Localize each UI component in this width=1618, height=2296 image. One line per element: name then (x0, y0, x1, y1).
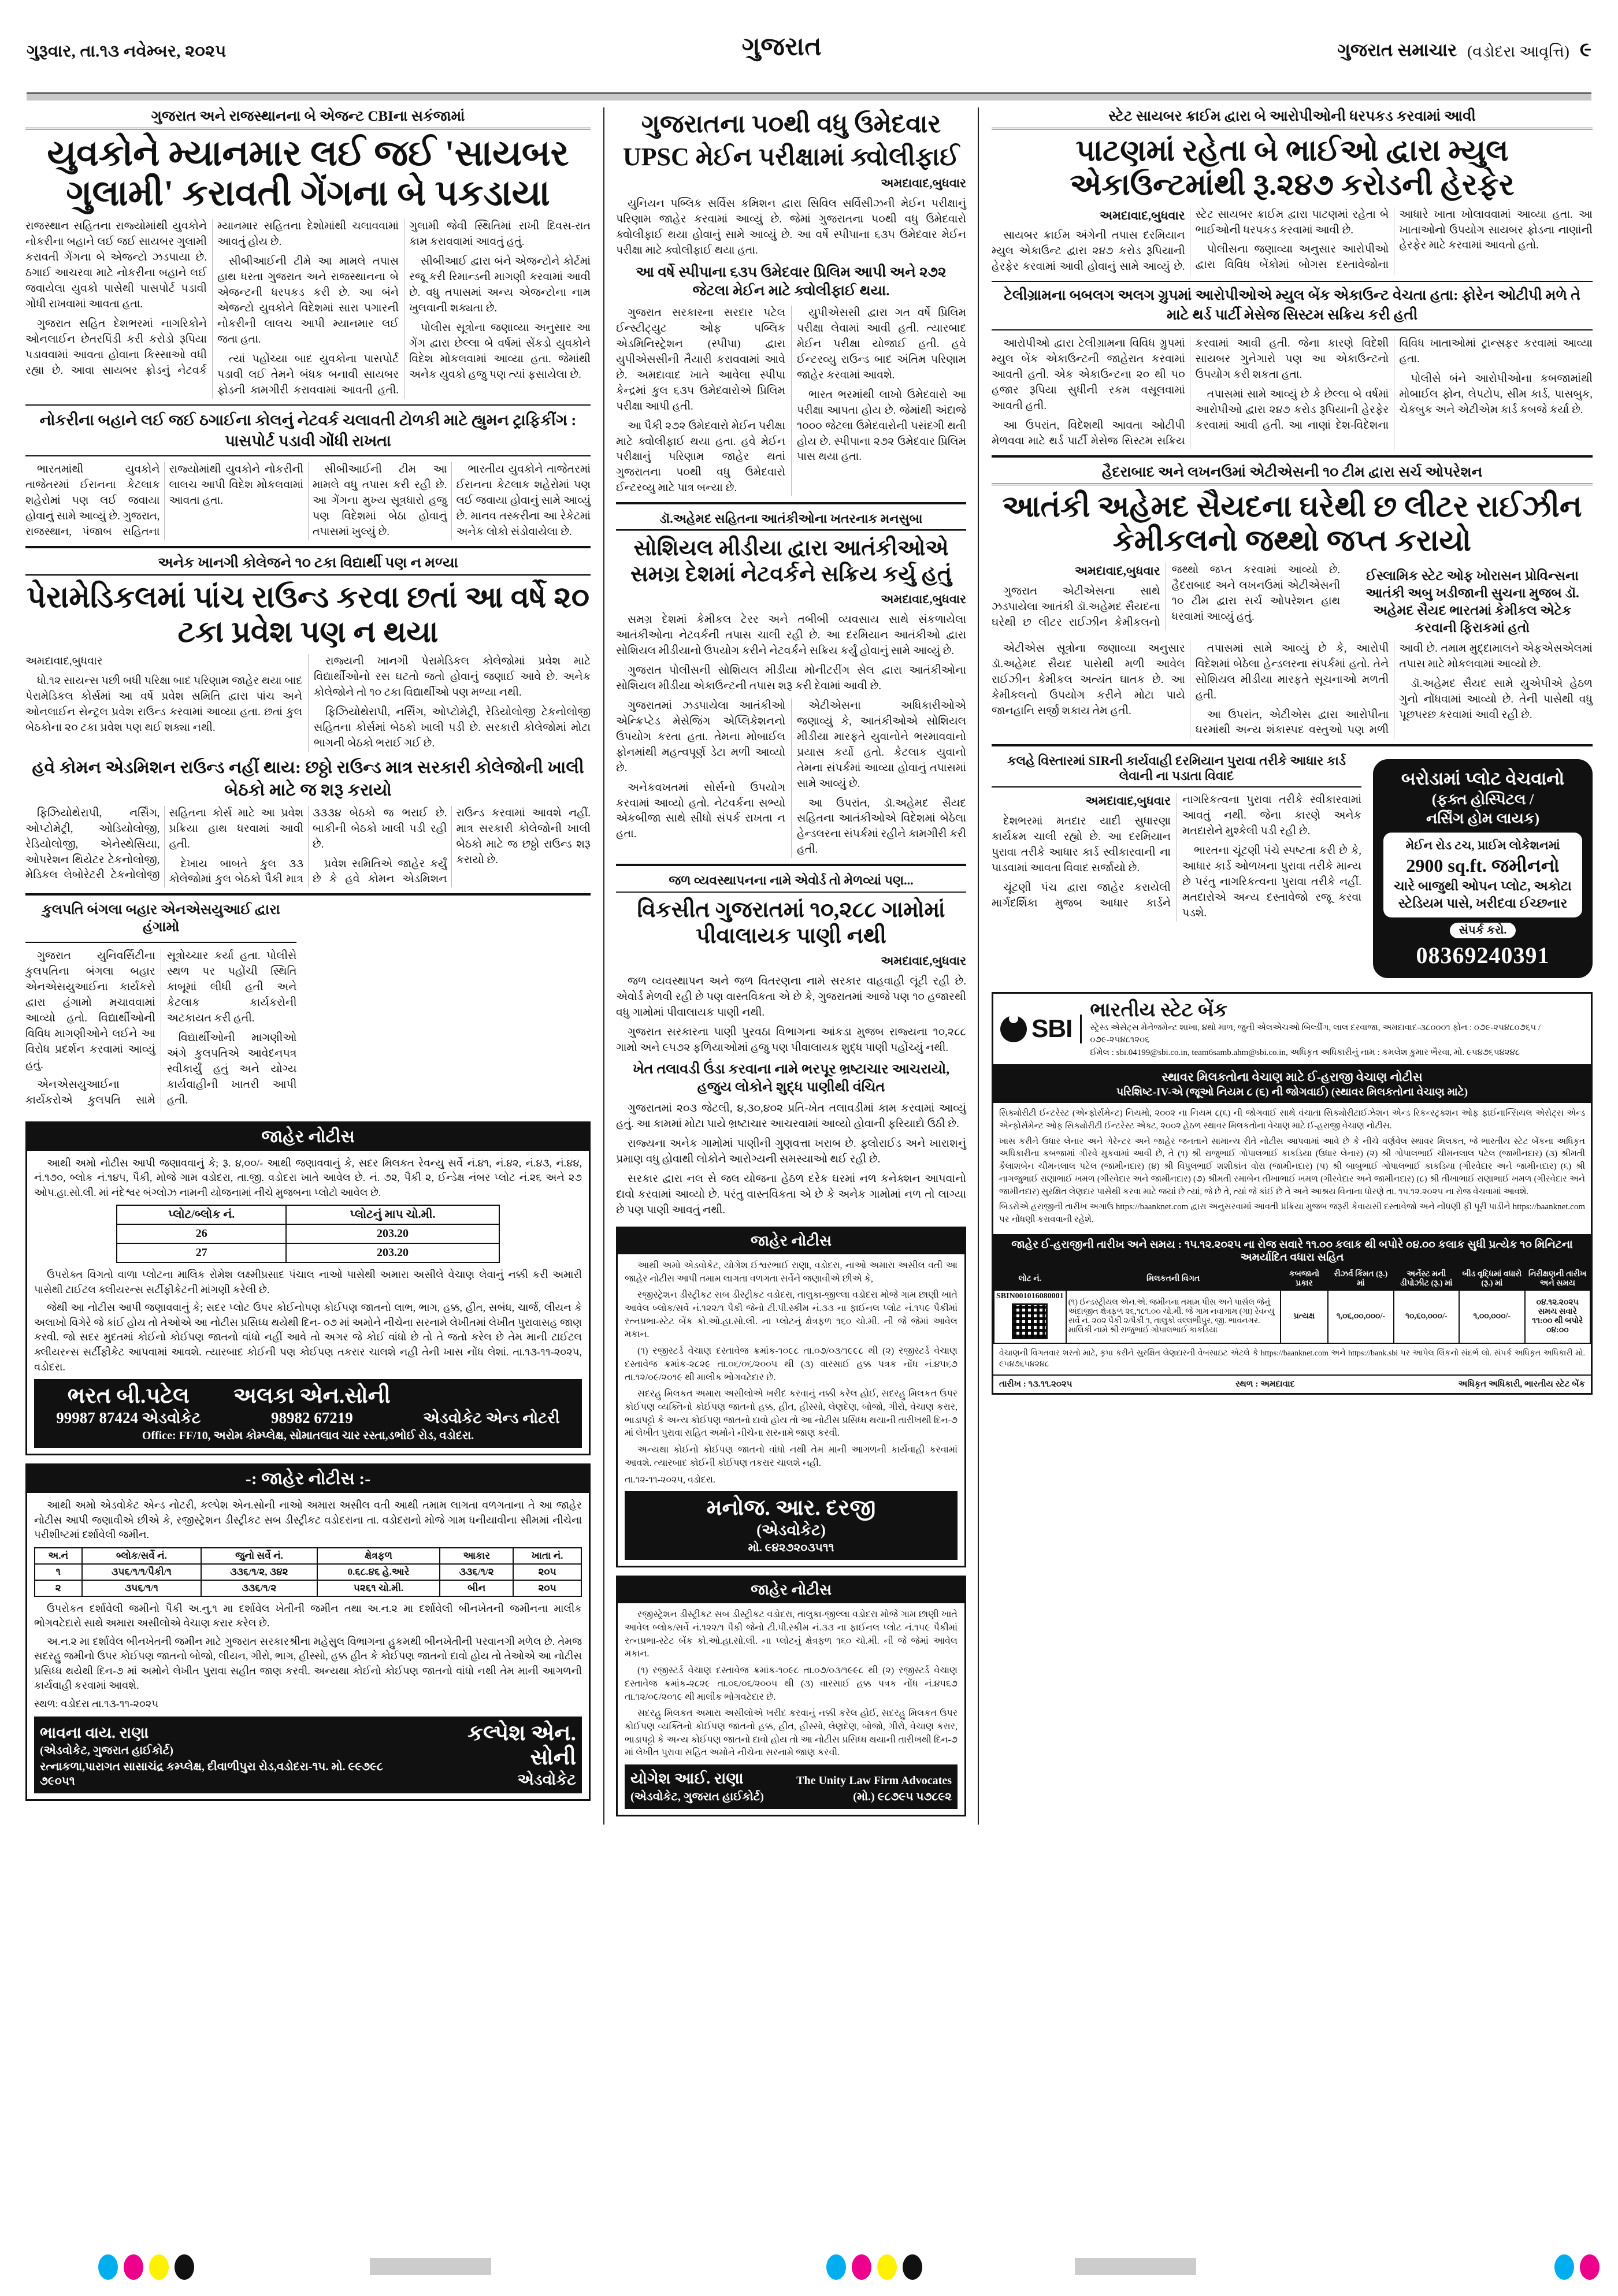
sbi-logo (1000, 1015, 1082, 1043)
notice-signature-block (34, 1379, 582, 1448)
dateline: રાજસ્થાન સહિતના રાજ્યોમાંથી યુવકોને નોકરીના બહાને લઈ જઈ સાયબર ગુલામી કરાવતી ગેંગના બે એજન્ટો ઝડપાયા છે. ઠગાઈ આચરવા માટે નોકરીના બહાને લઈ જવાયેલા યુવકો પાસેથી પાસપોર્ટ પડાવી ગોંધી રાખવામાં આવતા હતા. (25, 220, 207, 310)
magenta-dot (852, 2254, 871, 2280)
yellow-dot (877, 2254, 897, 2280)
dateline: અમદાવાદ,બુધવાર (1074, 564, 1160, 578)
col-header: અ.નં (35, 1548, 82, 1564)
kicker: ડૉ.અહેમદ સહિતના આતંકીઓના ખતરનાક મનસુબા (616, 510, 966, 531)
advocate-role: (એડવોકેટ, ગુજરાત હાઈકોર્ટ) (630, 1790, 764, 1803)
ad-phone-number[interactable]: 08369240391 (1416, 942, 1550, 968)
paragraph: ગુજરાત એટીએસના સાથે ઝડપાયેલા આતંકી ડૉ.અહેમદ સૈયદના ઘરેથી છ લીટર રાઈઝીન કેમીકલનો જથ્થો જપ્ત કરવામાં આવ્યો છે. હૈદરાબાદ અને લખનઉમાં એટીએસની ૧૦ ટીમ દ્વારા સર્ચ ઓપરેશન હાથ ધરવામાં આવ્યું હતું. (992, 564, 1341, 629)
sub-headline: ખેત તલાવડી ઉંડા કરવાના નામે ભરપૂર ભ્રષ્ટાચાર આચરાયો, હજુય લોકોને શુદ્ધ પાણીથી વંચિત (632, 1061, 950, 1095)
paragraph: ગુજરાત યુનિવર્સિટીના કુલપતિના બંગલા બહાર એનએસયુઆઈના કાર્યકરો દ્વારા હંગામો મચાવવામાં આવ્યો હતો. વિદ્યાર્થીઓની વિવિધ માગણીઓને લઈને આ વિરોધ પ્રદર્શન કરવામાં આવ્યું હતું. (25, 950, 155, 1072)
headline: પાટણમાં રહેતા બે ભાઈઓ દ્વારા મ્યુલ એકાઉન્ટમાંથી રૂ.૨૪૭ કરોડની હેરફેર (1070, 135, 1515, 202)
headline: વિકસીત ગુજરાતમાં ૧૦,૨૮૮ ગામોમાં પીવાલાયક પાણી નથી (637, 898, 945, 949)
notice-title: -: જાહેર નોટીસ :- (27, 1465, 589, 1493)
paragraph: ફિઝિયોથેરાપી, નર્સિંગ, ઓપ્ટોમેટ્રી, ઓડિયોલોજી, રેડિયોલોજી, એનેસ્થેસિયા, ઓપરેશન થિયેટર ટેકનોલોજી, મેડિકલ લેબોરેટરી ટેકનોલોજી સહિતના કોર્સ માટે આ પ્રવેશ પ્રક્રિયા હાથ ધરવામાં આવી હતી. (25, 807, 303, 882)
notice-place-date: સ્થળ: વડોદરા તા.૧૩-૧૧-૨૦૨૫ (34, 1697, 159, 1710)
paragraph: ગુજરાતમાં ૨૦૩ જેટલી, ૪,૩૦,૪૦૨ પ્રતિ-ખેત તલાવડીમાં કામ કરવામાં આવ્યું હતું. આ કામમાં મોટા પાયે ભ્રષ્ટાચાર આચરવામાં આવ્યો હોવાની ફરિયાદો ઉઠી છે. (616, 1102, 966, 1131)
black-dot (175, 2254, 194, 2280)
public-notice-2 (25, 1463, 591, 1801)
law-firm-name: The Unity Law Firm Advocates (796, 1774, 952, 1787)
paragraph: ઉપરોકત દર્શાવેલી જમીનો પૈકી અ.નુ.૧ મા દર્શાવેલ ખેતીની જમીન તથા અ.ન.૨ મા દર્શાવેલી બીનખેતની જમીનના માલીક ભોગવટેદારો સાથે અમારા અસીલોએ વેચાણ કરાર કરેલ છે. (34, 1602, 582, 1629)
col-header: પ્લોટ/બ્લોક નં. (117, 1205, 286, 1224)
col-header: મિલકતની વિગત (1066, 1268, 1281, 1290)
sub-kicker: ટેલીગ્રામના બબલગ અલગ ગ્રુપમાં આરોપીઓએ મ્યુલ બેંક એકાઉન્ટ વેચતા હતા: ફોરેન ઓટીપી મળે તે માટે થર્ડ પાર્ટી મેસેજ સિસ્ટમ સક્રિય કરી હતી (992, 281, 1593, 330)
lot-number (994, 1290, 1066, 1343)
paragraph: ગુજરાત સહિત દેશભરમાં નાગરિકોને ઓનલાઈન છેતરપિંડી કરી કરોડો રૂપિયા પડાવવામાં આવતા હોવાના કિસ્સાઓ વધી રહ્યા છે. આવા સાયબર ફ્રોડનું નેટવર્ક મ્યાનમાર સહિતના દેશોમાંથી ચલાવવામાં આવતું હોય છે. (25, 220, 399, 377)
auction-datetime: જાહેર ઈ-હરાજીની તારીખ અને સમય : ૧૫.૧૨.૨૦૨૫ ના રોજ સવારે ૧૧.૦૦ કલાક થી બપોરે ૦૪.૦૦ કલાક સુધી પ્રત્યેક ૧૦ મિનિટના અમર્યાદિત વધારા સહિત (993, 1235, 1591, 1268)
table-row (117, 1243, 499, 1262)
auction-annexure: પરિશિષ્ટ-IV-એ (જૂઓ નિયમ ૮ (૬) ની જોગવાઈ) (સ્થાવર મિલકતોના વેચાણ માટે) (1116, 1086, 1468, 1099)
paragraph: ભારત ભરમાંથી લાખો ઉમેદવારો આ પરીક્ષા આપતા હોય છે. જેમાંથી અંદાજે ૧૦૦૦ જેટલા ઉમેદવારોની પસંદગી થતી હોય છે. સ્પીપાના ૨૭૨ ઉમેદવાર પ્રિલિમ પાસ થયા હતા. (797, 388, 966, 463)
paragraph: તપાસમાં સામે આવ્યું છે કે છેલ્લા બે વર્ષમાં આરોપીઓ દ્વારા ૨૪૭ કરોડ રૂપિયાની હેરફેર કરવામાં આવી હતી. આ નાણાં દેશ-વિદેશના વિવિધ ખાતાઓમાં ટ્રાન્સફર કરવામાં આવ્યા હતા. (1195, 337, 1593, 432)
col-header: નિરીક્ષણની તારીખ અને સમય (1525, 1268, 1590, 1290)
masthead-rule (27, 92, 1591, 101)
ad-title: બરોડામાં પ્લોટ વેચવાનો (1401, 768, 1565, 789)
col-header: કબજાનો પ્રકાર (1281, 1268, 1328, 1290)
divider (25, 546, 591, 548)
sir-and-ad-row (992, 752, 1593, 984)
authorised-officer: અધિકૃત અધિકારી, ભારતીય સ્ટેટ બેંક (1458, 1379, 1585, 1389)
notice-title: જાહેર નોટીસ (618, 1577, 964, 1603)
paragraph: સીબીઆઈની ટીમે આ મામલે તપાસ હાથ ધરતા ગુજરાત અને રાજસ્થાનના બે એજન્ટની ધરપકડ કરી છે. આ બંને એજન્ટો યુવકોને વિદેશમાં સારા પગારની નોકરીની લાલચ આપી મ્યાનમાર લઈ જતા હતા. (217, 255, 399, 345)
table-row (35, 1564, 581, 1580)
headline: સોશિયલ મીડીયા દ્વારા આતંકીઓએ સમગ્ર દેશમાં નેટવર્કને સક્રિય કર્યુ હતું (630, 536, 952, 587)
lot-id: SBIN001016080001 (996, 1291, 1064, 1301)
notice-date: તારીખ : ૧૩.૧૧.૨૦૨૫ (999, 1379, 1073, 1389)
kicker: સ્ટેટ સાયબર ક્રાઈમ દ્વારા બે આરોપીઓની ધરપકડ કરવામાં આવી (992, 107, 1593, 129)
divider (992, 744, 1593, 746)
paragraph: રાજ્યના અનેક ગામોમાં પાણીની ગુણવત્તા ખરાબ છે. ફ્લોરાઈડ અને ખારાશનું પ્રમાણ વધુ હોવાથી લોકોને આરોગ્યની સમસ્યાઓ થઈ રહી છે. (616, 1138, 966, 1165)
ad-area: 2900 sq.ft. જમીનનો (1406, 855, 1560, 876)
paragraph: ભારતના ચૂંટણી પંચે સ્પષ્ટતા કરી છે કે, આધાર કાર્ડ ઓળખના પુરાવા તરીકે માન્ય છે પરંતુ નાગરિકત્વના પુરાવા તરીકે નહીં. મતદારોએ અન્ય દસ્તાવેજો રજૂ કરવા પડશે. (1182, 845, 1361, 920)
emd-amount: ૧૦,૬૦,૦૦૦/- (1394, 1290, 1459, 1343)
col-header: બ્લોક/સર્વે નં. (82, 1548, 202, 1564)
paragraph: સમગ્ર દેશમાં કેમીકલ ટેરર અને તબીબી વ્યવસાય સાથે સંકળાયેલા આતંકીઓના નેટવર્કની તપાસ ચાલી રહી છે. આ દરમિયાન આતંકીઓ દ્વારા સોશિયલ મીડીયાનો ઉપયોગ કરીને નેટવર્કને સક્રિય કર્યું હોવાનું સામે આવ્યું છે. (616, 613, 966, 657)
headline-top: ગુજરાતના ૫૦થી વધુ ઉમેદવાર (641, 110, 941, 138)
cell: ૩૩૬/૧/૨ (201, 1580, 317, 1596)
paragraph: આથી અમો એડવોકેટ, યોગેશ ઈશ્વરભાઈ રાણા, વડોદરા, નાઓ અમારા અસીલ વતી આ જાહેર નોટીસ આપી તમામ લાગતા વળગતા સર્વેને જણાવીએ છીએ કે, (625, 1260, 958, 1284)
public-notice-1 (25, 1121, 591, 1455)
qr-code[interactable] (1012, 1303, 1048, 1339)
cell: ૩૩૬/૧/૨ (440, 1564, 513, 1580)
cell: ૨ (35, 1580, 82, 1596)
advocate-name-right: કલ્પેશ એન. સોની (467, 1721, 576, 1770)
page-number: ૯ (1579, 39, 1591, 61)
paragraph: સરકાર દ્વારા નલ સે જલ યોજના હેઠળ દરેક ઘરમાં નળ કનેક્શન આપવાનો દાવો કરવામાં આવ્યો છે. પરંતુ વાસ્તવિકતા એ છે કે અનેક ગામોમાં નળ તો લાગ્યા છે પણ પાણી આવતું નથી. (616, 1172, 966, 1216)
paragraph: પોલીસના જણાવ્યા અનુસાર આરોપીઓ દ્વારા વિવિધ બેંકોમાં બોગસ દસ્તાવેજોના આધારે ખાતા ખોલાવવામાં આવ્યા હતા. આ ખાતાઓનો ઉપયોગ સાયબર ફ્રોડના નાણાંની હેરફેર માટે કરવામાં આવતો હતો. (1195, 208, 1593, 272)
cell: ૨૦૫ (513, 1564, 581, 1580)
notice-intro: આથી અમો નોટીસ આપી જણાવવાનું કે; રૂ. ૪,૦૦/- આથી જણાવવાનું કે, સદર મિલકત રેવન્યુ સર્વે નં.૪૧, નં.૪૨, નં.૪૩, નં.૪૪, નં.૧૭૦, બ્લોક નં.૧૪૫, પૈકી, મોજે ગામ વડોદરા, તા.જી. વડોદરા ખાતે આવેલ છે. નં. ૭૨, પૈકી ૨, ઈન્ડેક્ષ નંબર પ્લોટ નં.૨૬ અને ૨૭ ઓપ.હા.સો.લી. માં નંદેશ્વર બંગ્લોઝ નામની યોજનામાં નીચે મુજબના પ્લોટો આવેલ છે. (34, 1157, 582, 1198)
advocate-name: મનોજ. આર. દરજી (706, 1496, 876, 1521)
notice-signature-block (625, 1491, 958, 1560)
headline: યુવકોને મ્યાનમાર લઈ જઈ 'સાયબર ગુલામી' કરાવતી ગેંગના બે પકડાયા (47, 134, 569, 214)
paragraph: ગુજરાત સરકારના સરદાર પટેલ ઈન્સ્ટીટ્યુટ ઓફ પબ્લિક એડમિનિસ્ટ્રેશન (સ્પીપા) દ્વારા યુપીએસસીની તૈયારી કરાવવામાં આવે છે. અમદાવાદ ખાતે આવેલા સ્પીપા કેન્દ્રમાં કુલ ૬૩૫ ઉમેદવારોએ પ્રિલિમ પરીક્ષા આપી હતી. (616, 306, 785, 413)
sbi-keyhole-icon (1000, 1016, 1027, 1042)
paragraph: એનએસયુઆઈના કાર્યકરોએ કુલપતિ સામે સૂત્રોચ્ચાર કર્યા હતા. પોલીસે સ્થળ પર પહોંચી સ્થિતિ કાબૂમાં લીધી હતી અને કેટલાક કાર્યકરોની અટકાયત કરી હતી. (25, 950, 297, 1107)
paragraph: (૧) રજીસ્ટર્ડ વેચાણ દસ્તાવેજ ક્રમાંક-૧૦૯૮ તા.૦૭/૦૩/૧૯૯૮ થી (૨) રજીસ્ટર્ડ વેચાણ દસ્તાવેજ ક્રમાંક-૨૮૨૯ તા.૦૬/૦૬/૨૦૦૫ થી (૩) વારસાઈ હક્ક પત્રક નોંધ નં.૪૫૬૭ તા.૧૨/૦૯/૨૦૧૯ થી માલીક ભોગવટેદાર છે. (625, 1346, 958, 1383)
notice-title: જાહેર નોટીસ (618, 1228, 964, 1254)
dateline: અમદાવાદ,બુધવાર (1100, 208, 1185, 222)
kicker: કલહે વિસ્તારમાં SIRની કાર્યવાહી દરમિયાન પુરાવા તરીકે આધાર કાર્ડ લેવાની ના પડાતા વિવાદ (992, 752, 1361, 788)
paragraph: ત્યાં પહોંચ્યા બાદ યુવકોના પાસપોર્ટ પડાવી લઈ તેમને બંધક બનાવી સાયબર ફ્રોડની કામગીરી કરાવવામાં આવતી હતી. ગુલામી જેવી સ્થિતિમાં રાખી દિવસ-રાત કામ કરાવવામાં આવતું હતું. (217, 220, 591, 396)
advocate-name-2: અલકા એન.સોની (233, 1384, 391, 1409)
paragraph: સદરહુ મિલકત અમારા અસીલોએ ખરીદ કરવાનું નક્કી કરેલ હોઈ, સદરહુ મિલકત ઉપર કોઈપણ વ્યક્તિનો કોઈપણ જાતનો હક્ક, હીત, હીસ્સો, લેણદેણ, બોજો, ગીરો, વેચાણ કરાર, ભાડાપટ્ટો કે અન્ય કોઈપણ જાતનો દાવો હોય તો આ નોટીસ પ્રસિધ્ધ થયાની તારીખથી દિન-૭ માં લેખીત પુરાવા સહિત અમોને નીચેના સરનામે જાણ કરવી. (625, 1389, 958, 1439)
column-right (979, 107, 1593, 1825)
paragraph: દેખાય બાબતે કુલ ૩૩ કોલેજોમાં કુલ બેઠકો પૈકી માત્ર ૩૩૩૪ બેઠકો જ ભરાઈ છે. બાકીની બેઠકો ખાલી પડી રહી છે. (169, 807, 447, 886)
cyan-dot (1554, 2254, 1574, 2280)
ad-contact-label[interactable]: સંપર્ક કરો. (1450, 923, 1516, 938)
article-cyber-slavery (25, 107, 591, 540)
table-row (35, 1580, 581, 1596)
paragraph: (૧) રજીસ્ટર્ડ વેચાણ દસ્તાવેજ ક્રમાંક-૧૦૯૮ તા.૦૭/૦૩/૧૯૯૮ થી (૨) રજીસ્ટર્ડ વેચાણ દસ્તાવેજ ક્રમાંક-૨૮૨૯ તા.૦૬/૦૬/૨૦૦૫ થી (૩) વારસાઈ હક્ક પત્રક નોંધ નં.૪૫૬૭ તા.૧૨/૦૯/૨૦૧૯ થી માલીક ભોગવટેદાર છે. (625, 1666, 958, 1702)
kicker: હૈદરાબાદ અને લખનઉમાં એટીએસની ૧૦ ટીમ દ્વારા સર્ચ ઓપરેશન (992, 463, 1593, 485)
col-header: રીઝર્વ કિંમત (રૂ.) માં (1328, 1268, 1393, 1290)
divider (25, 893, 591, 896)
grey-bar (370, 2258, 491, 2275)
paragraph: પોલીસ સૂત્રોના જણાવ્યા અનુસાર આ ગેંગ દ્વારા છેલ્લા બે વર્ષમાં સેંકડો યુવકોને વિદેશ મોકલવામાં આવ્યા હતા. જેમાંથી અનેક યુવકો હજુ પણ ત્યાં ફસાયેલા છે. (409, 321, 591, 381)
paragraph: એટીએસ સૂત્રોના જણાવ્યા અનુસાર ડૉ.અહેમદ સૈયદ પાસેથી મળી આવેલ રાઈઝીન કેમીકલ અત્યંત ઘાતક છે. આ કેમીકલનો ઉપયોગ કરીને મોટા પાયે જાનહાનિ સર્જી શકાય તેમ હતી. (992, 642, 1185, 717)
magenta-dot (124, 2254, 143, 2280)
dateline: અમદાવાદ,બુધવાર (881, 592, 966, 607)
col-header: પ્લોટનું માપ ચો.મી. (286, 1205, 499, 1224)
property-detail: (૧) ઈન્ડસ્ટ્રીયલ એન.એ. જમીનના તમામ પીસ અને પાર્સલ જેનું અંદાજીત ક્ષેત્રફળ ૨૬,૧૮૧.૦૦ ચો.મી. જે ગામ નવાગામ (ગા) રેવન્યુ સર્વે નં. ૨૦૨ પૈકી ૨/પૈકી ૧, તાલુકો વલ્લભીપુર, જી. ભાવનગર. માલિકી નામે શ્રી રાજુભાઈ ગોપાલભાઈ કાકડિયા (1066, 1290, 1281, 1343)
paragraph: એટીએસના અધિકારીઓએ જણાવ્યું કે, આતંકીઓએ સોશિયલ મીડીયા મારફતે યુવાનોને ભરમાવવાનો પ્રયાસ કર્યો હતો. કેટલાક યુવાનો તેમના સંપર્કમાં આવ્યા હોવાનું તપાસમાં સામે આવ્યું છે. (797, 699, 966, 790)
land-table (34, 1547, 582, 1597)
divider (616, 502, 966, 504)
article-upsc (616, 109, 966, 496)
col-header: જુનો સર્વે નં. (201, 1548, 317, 1564)
paragraph: આરોપીઓ દ્વારા ટેલીગ્રામના વિવિધ ગ્રુપમાં મ્યુલ બેંક એકાઉન્ટની જાહેરાત કરવામાં આવતી હતી. એક એકાઉન્ટના ૨૦ થી ૫૦ હજાર રૂપિયા સુધીની રકમ વસૂલવામાં આવતી હતી. (992, 337, 1185, 412)
notice-place: સ્થળ : અમદાવાદ (1235, 1379, 1296, 1389)
paragraph: ઉપરોક્ત વિગતો વાળા પ્લોટના માલિક રોમેશ લક્ષ્મીપ્રસાદ પંચાલ નાઓ પાસેથી અમારા અસીલે વેચાણ લેવાનું નક્કી કરી અમારી પાસેથી ટાઈટલ ક્લીયરન્સ સર્ટીફીકેટની માંગણી કરેલી છે. (34, 1269, 582, 1295)
paragraph: ચૂંટણી પંચ દ્વારા જાહેર કરાયેલી માર્ગદર્શિકા મુજબ આધાર કાર્ડને નાગરિકત્વના પુરાવા તરીકે સ્વીકારવામાં આવતું નથી. જેના કારણે અનેક મતદારોને મુશ્કેલી પડી રહી છે. (992, 794, 1361, 910)
auction-notice-strip (993, 1066, 1591, 1103)
cell: 0.૬૮.૪૬ હે.આરે (317, 1564, 440, 1580)
paragraph: પોલીસે બંને આરોપીઓના કબજામાંથી મોબાઈલ ફોન, લેપટોપ, સીમ કાર્ડ, પાસબુક, ચેકબુક અને એટીએમ કાર્ડ કબજે કર્યા છે. (1399, 372, 1593, 416)
article-water (616, 872, 966, 1218)
kicker: ગુજરાત અને રાજસ્થાનના બે એજન્ટ CBIના સકંજામાં (25, 107, 591, 129)
cell: ૫૨૬૧ ચો.મી. (317, 1580, 440, 1596)
paragraph: ગુજરાતમાં ઝડપાયેલા આતંકીઓ એન્ક્રિપ્ટેડ મેસેજિંગ એપ્લિકેશનનો ઉપયોગ કરતા હતા. તેમના મોબાઈલ ફોનમાંથી મહત્વપૂર્ણ ડેટા મળી આવ્યો છે. (616, 699, 785, 774)
notice-signature-block (625, 1764, 958, 1808)
divider (992, 455, 1593, 458)
bank-name: ભારતીય સ્ટેટ બેંક (1090, 999, 1228, 1021)
paragraph: આ ઉપરાંત, એટીએસ દ્વારા આરોપીના ઘરમાંથી અન્ય શંકાસ્પદ વસ્તુઓ પણ મળી આવી છે. તમામ મુદ્દામાલને એફએસએલમાં તપાસ માટે મોકલવામાં આવ્યો છે. (1195, 642, 1593, 737)
paragraph: રાજ્યની ખાનગી પેરામેડિકલ કોલેજોમાં પ્રવેશ માટે વિદ્યાર્થીઓનો રસ ઘટતો જતો હોવાનું જણાઈ આવે છે. અનેક કોલેજોને તો ૧૦ ટકા વિદ્યાર્થીઓ પણ મળ્યા નથી. (314, 655, 591, 699)
paragraph: ફિઝિયોથેરાપી, નર્સિંગ, ઓપ્ટોમેટ્રી, રેડિયોલોજી ટેકનોલોજી સહિતના કોર્સમાં બેઠકો ખાલી પડી છે. સરકારી કોલેજોમાં મોટા ભાગની બેઠકો ભરાઈ ગઈ છે. (314, 705, 591, 749)
kicker: જળ વ્યવસ્થાપનના નામે એવોર્ડ તો મેળવ્યાં પણ... (616, 872, 966, 893)
headline: આતંકી અહેમદ સૈયદના ઘરેથી છ લીટર રાઈઝીન કેમીકલનો જથ્થો જપ્ત કરાયો (1002, 490, 1582, 558)
ad-location: મેઈન રોડ ટચ, પ્રાઈમ લોકેશનમાં (1405, 838, 1560, 853)
paragraph: સીબીઆઈની ટીમ આ મામલે વધુ તપાસ કરી રહી છે. આ ગેંગના મુખ્ય સૂત્રધારો હજુ પણ વિદેશમાં બેઠા હોવાનું તપાસમાં ખુલ્યું છે. (313, 463, 447, 538)
paragraph: યુપીએસસી દ્વારા ગત વર્ષે પ્રિલિમ પરીક્ષા લેવામાં આવી હતી. ત્યારબાદ મેઈન પરીક્ષા યોજાઈ હતી. હવે ઈન્ટરવ્યુ રાઉન્ડ બાદ અંતિમ પરિણામ જાહેર કરવામાં આવશે. (797, 306, 966, 381)
advocate-role-right: એડવોકેટ (517, 1770, 576, 1788)
column-center (603, 107, 979, 1825)
advocate-phone-1: 99987 87424 (56, 1409, 139, 1426)
auction-footer-row (993, 1374, 1591, 1393)
paper-name: ગુજરાત સમાચાર (1337, 40, 1457, 60)
sub-kicker: નોકરીના બહાને લઈ જઈ ઠગાઈના કોલનું નેટવર્ક ચલાવતી ટોળકી માટે હ્યુમન ટ્રાફિકીંગ : પાસપોર્ટ પડાવી ગોંધી રાખતા (25, 404, 591, 457)
column-left (25, 107, 603, 1825)
publication-date: ગુરૂવાર, તા.૧૩ નવેમ્બર, ૨૦૨૫ (27, 42, 227, 61)
col-header: બીડ વૃદ્ધિમાં વધારો (રૂ.) માં (1459, 1268, 1524, 1290)
col-header: આકાર (440, 1548, 513, 1564)
black-dot (903, 2254, 922, 2280)
paragraph: તપાસમાં સામે આવ્યું છે કે, આરોપી વિદેશમાં બેઠેલા હેન્ડલરના સંપર્કમાં હતો. તેને સોશિયલ મીડીયા મારફતે સૂચનાઓ મળતી હતી. (1195, 642, 1389, 701)
section-title: ગુજરાત (741, 32, 822, 61)
notice-signature-block (34, 1717, 582, 1793)
paragraph: ભારતમાંથી યુવકોને તાજેતરમાં ઈરાનના કેટલાક શહેરોમાં પણ લઈ જવાયા હોવાનું સામે આવ્યું છે. ગુજરાત, રાજસ્થાન, પંજાબ સહિતના રાજ્યોમાંથી યુવકોને નોકરીની લાલચ આપી વિદેશ મોકલવામાં આવતા હતા. (25, 463, 303, 538)
plot-table (116, 1205, 500, 1263)
yellow-dot (149, 2254, 169, 2280)
bid-increment: ૧,૦૦,૦૦૦/- (1459, 1290, 1524, 1343)
sub-headline: આ વર્ષે સ્પીપાના ૬૩૫ ઉમેદવાર પ્રિલિમ આપી અને ૨૭૨ જેટલા મેઈન માટે ક્વોલીફાઈ થયા. (636, 264, 947, 299)
cell: બીન (440, 1580, 513, 1596)
auction-footnote: વેચાણની વિગતવાર શરતો માટે, કૃપા કરીને સુરક્ષિત લેણદારની વેબસાઇટ એટલે કે https://baanknet.com અને https://bank.sbi પર આપેલ લિંકનો સંદર્ભ લો. સંપર્ક અધિકૃત અધિકારી મો. ૯૫૪૭૬૫૪૨૪૮ (999, 1348, 1585, 1369)
headline-bottom: UPSC મેઈન પરીક્ષામાં ક્વોલીફાઈ (622, 143, 960, 172)
advocate-phone-2: 98982 67219 (271, 1409, 353, 1426)
paragraph: ધો.૧૨ સાયન્સ પછી બધી પરિક્ષા બાદ પરિણામ જાહેર થયા બાદ પેરામેડિકલ કોર્સમાં આ વર્ષે પ્રવેશ સમિતિ દ્વારા પાંચ અને ઓનલાઈન સેન્ટ્રલ પ્રવેશ રાઉન્ડ કરવામાં આવ્યા હતા. છતાં કુલ બેઠકોના ૨૦ ટકા પ્રવેશ પણ થઈ શક્યા નથી. (25, 674, 302, 734)
headline: પેરામેડિકલમાં પાંચ રાઉન્ડ કરવા છતાં આ વર્ષે ૨૦ ટકા પ્રવેશ પણ ન થયા (26, 581, 590, 649)
advocate-name-left: ભાવના વાય. રાણા (40, 1723, 149, 1741)
article-mule-account (992, 107, 1593, 449)
paragraph: દેશભરમાં મતદાર યાદી સુધારણા કાર્યક્રમ ચાલી રહ્યો છે. આ દરમિયાન પુરાવા તરીકે આધાર કાર્ડ સ્વીકારવાની ના પાડવામાં આવતા વિવાદ સર્જાયો છે. (992, 815, 1171, 875)
paragraph: સદરહુ મિલકત અમારા અસીલોએ ખરીદ કરવાનું નક્કી કરેલ હોઈ, સદરહુ મિલકત ઉપર કોઈપણ વ્યક્તિનો કોઈપણ જાતનો હક્ક, હીત, હીસ્સો, લેણદેણ, બોજો, ગીરો, વેચાણ કરાર, ભાડાપટ્ટો કે અન્ય કોઈપણ જાતનો દાવો હોય તો આ નોટીસ પ્રસિધ્ધ થયાની તારીખથી દિન-૭ માં લેખીત પુરાવા સહિત અમોને નીચેના સરનામે જાણ કરવી. (625, 1708, 958, 1758)
dateline: અમદાવાદ,બુધવાર (1085, 794, 1171, 808)
ad-description: ચારે બાજુથી ઓપન પ્લોટ, અકોટા સ્ટેડિયમ પાસે, ખરીદવા ઈચ્છનાર (1394, 879, 1572, 911)
advocate-phone: (મો.) ૯૮૭૯૫ ૫૭૮૯૨ (853, 1790, 952, 1803)
dateline: અમદાવાદ,બુધવાર (25, 655, 103, 667)
paragraph: અન્યથા કોઈનો કોઈપણ જાતનો વાંધો નથી તેમ માની આગળની કાર્યવાહી કરવામાં આવશે. ત્યારબાદ કોઈની કોઈપણ તકરાર ચાલશે નહી. (625, 1445, 958, 1468)
reserve-price: ૧,૦૬,૦૦,૦૦૦/- (1328, 1290, 1393, 1343)
bank-address: સ્ટ્રેસ્ડ એસેટ્સ મેનેજમેન્ટ શાખા, ૪થો માળ, જુની એલએચઓ બિલ્ડીંગ, લાલ દરવાજા, અમદાવાદ-૩૮૦૦૦૧ ફોન : ૦૭૯-૨૫૪૮૦૭૬૫ / ૦૭૯-૨૫૪૮૧૨૦૬ (1090, 1023, 1541, 1045)
auction-lot-table (993, 1268, 1591, 1344)
grey-bar (1075, 2258, 1196, 2275)
article-nsui-protest (25, 901, 296, 1110)
paragraph: રજીસ્ટ્રેશન ડીસ્ટ્રીકટ સબ ડીસ્ટ્રીકટ વડોદરા, તાલુકા-જીલ્લા વડોદરા મોજે ગામ છાણી ખાતે આવેલ બ્લોક/સર્વે નં.૧૨૨/૧ પૈકી જેનો ટી.પી.સ્કીમ નં.૩૩ ના ફાઈનલ પ્લોટ નં.૧૫૯ પૈકીમાં રત્નપ્રભા-સ્ટેટ બેંક કો.ઓ.હા.સો.લી. ના પ્લોટનું ક્ષેત્રફળ ૧૬૦ ચો.મી. ની જે જેમાં આવેલ મકાન. (625, 1610, 958, 1659)
inspection-datetime: ૦૪.૧૨.૨૦૨૫ સમય સવારે ૧૧:૦૦ થી બપોરે ૦૪:૦૦ (1525, 1290, 1590, 1343)
auction-title: સ્થાવર મિલકતોના વેચાણ માટે ઈ-હરાજી વેચાણ નોટીસ (1161, 1070, 1423, 1084)
article-paramedical (25, 554, 591, 887)
sbi-auction-ad (992, 992, 1593, 1395)
table-row (117, 1224, 499, 1243)
cyan-dot (98, 2254, 118, 2280)
ad-subtitle-1: (ફક્ત હોસ્પિટલ / (1431, 791, 1534, 808)
paragraph: આ પૈકી ૨૭૨ ઉમેદવારો મેઈન પરીક્ષા માટે ક્વોલીફાઈ થયા હતા. હવે મેઈન પરીક્ષાનું પરિણામ જાહેર થતાં ગુજરાતના ૫૦થી વધુ ઉમેદવારો ઈન્ટરવ્યુ માટે પાત્ર બન્યા છે. (616, 419, 785, 495)
cell: 203.20 (286, 1224, 499, 1243)
divider (25, 942, 296, 943)
ad-subtitle-2: નર્સિંગ હોમ લાયક) (1426, 810, 1539, 827)
advocate-name-1: ભરત બી.પટેલ (67, 1384, 190, 1409)
notice-title: જાહેર નોટીસ (27, 1123, 589, 1151)
public-notice-center (616, 1227, 966, 1567)
paragraph: વિદ્યાર્થીઓની માગણીઓ અંગે કુલપતિએ આવેદનપત્ર સ્વીકાર્યું હતું અને યોગ્ય કાર્યવાહીની ખાતરી આપી હતી. (166, 1032, 297, 1107)
article-terror-socialmedia (616, 510, 966, 858)
paragraph: ડૉ.અહેમદ સૈયદ સામે યુએપીએ હેઠળ ગુનો નોંધવામાં આવ્યો છે. તેની પાસેથી વધુ પૂછપરછ કરવામાં આવી રહી છે. (1399, 677, 1593, 721)
advocate-role-2: એડવોકેટ એન્ડ નોટરી (423, 1409, 560, 1426)
advocate-phone: મો. ૯૪૨૭૨૦૩૫૧૧ (748, 1541, 834, 1555)
classified-ad-plot (1373, 752, 1593, 984)
paragraph: બિડરોએ હરાજીની તારીખ અગાઉ https://baanknet.com દ્વારા અનુસરવામાં આવતી પ્રક્રિયા મુજબ જરૂરી કેવાયસી દસ્તાવેજો અને નોંધણી ફી પૂરી પાડીને https://baanknet.com પર નોંધણી કરાવવાની રહેશે. (999, 1202, 1585, 1225)
cell: ૩૫૬/૧/૧/પૈકી/૧ (82, 1564, 202, 1580)
content-grid (0, 101, 1618, 1825)
kicker: અનેક ખાનગી કોલેજને ૧૦ ટકા વિદ્યાર્થી પણ ન મળ્યા (25, 554, 591, 576)
cell: ૧ (35, 1564, 82, 1580)
paragraph: ખાસ કરીને ઉધાર લેનાર અને ગેરેન્ટર અને જાહેર જનતાને સામાન્ય રીતે નોટીસ આપવામાં આવે છે કે નીચે વર્ણવેલ સ્થાવર મિલકત, જે ભારતીય સ્ટેટ બેંકના અધિકૃત અધિકારીના કબજામાં ગીરવે મુકવામાં આવી છે, તે (૧) શ્રી રાજુભાઈ ગોપાલભાઈ કાકડિયા (ઉધાર લેનાર) (૨) શ્રી ગોપાલભાઈ ચીમનલાલ પટેલ (જામીનદાર) (૩) શ્રીમતી કૈલાશબેન ચીમનલાલ પટેલ (જામીનદાર) (૪) શ્રી વિપુલભાઈ શશીકાંત વોરા (જામીનદાર) (૫) શ્રી બાબુભાઈ ગોપાલભાઈ કાકડિયા (ગીરવેદાર અને જામીનદાર) (૬) શ્રી નાગજુભાઈ રાણાભાઈ ખમળ (ગીરવેદાર અને જામીનદાર) (૭) શ્રીમતી રમાબેન તીખાભાઈ ખમળ (ગીરવેદાર અને જામીનદાર) (૮) શ્રી તીખાભાઈ રાણાભાઈ ખમળ (ગીરવેદાર અને જામીનદાર) સુરક્ષિત લેણદાર પાસેથી કરવા માટે જયાં છે ત્યાં, જે છે તે, ત્યાં જે કાંઈ છે તે અને આશ્રય વિનાના ધોરણે તા. ૧૫.૧૨.૨૦૨૫ ના રોજ વેચવામાં આવશે. (999, 1136, 1585, 1197)
cell: ૩૫૬/૧/૧ (82, 1580, 202, 1596)
paragraph: પ્રવેશ સમિતિએ જાહેર કર્યું છે કે હવે કોમન એડમિશન રાઉન્ડ કરવામાં આવશે નહીં. માત્ર સરકારી કોલેજોની ખાલી બેઠકો માટે જ છઠ્ઠો રાઉન્ડ શરૂ કરાયો છે. (313, 807, 591, 886)
col-header: ક્ષેત્રફળ (317, 1548, 440, 1564)
col-header: ખાતા નં. (513, 1548, 581, 1564)
paragraph: યુનિયન પબ્લિક સર્વિસ કમિશન દ્વારા સિવિલ સર્વિસીઝની મેઈન પરીક્ષાનું પરિણામ જાહેર કરવામાં આવ્યું છે. જેમાં ગુજરાતના ૫૦થી વધુ ઉમેદવારો ક્વોલીફાઈ થયા હોવાનું સામે આવ્યું છે. આ વર્ષે સ્પીપાના ૬૩૫ ઉમેદવાર મેઈન પરીક્ષા માટે ક્વોલીફાઈ થયા હતા. (616, 197, 966, 257)
sbi-wordmark: SBI (1031, 1014, 1073, 1043)
headline: કુલપતિ બંગલા બહાર એનએસયુઆઈ દ્વારા હંગામો (42, 902, 280, 935)
advocate-role-left: (એડવોકેટ, ગુજરાત હાઈકોર્ટ) (40, 1744, 173, 1757)
sub-headline: હવે કોમન એડમિશન રાઉન્ડ નહીં થાય: છઠ્ઠો રાઉન્ડ માત્ર સરકારી કોલેજોની ખાલી બેઠકો માટે જ શરૂ કરાયો (32, 757, 584, 800)
cell: 26 (117, 1224, 286, 1243)
office-address: Office: FF/10, અરોમ કોમ્પ્લેક્ષ, સોમાતલાવ ચાર રસ્તા,ડભોઈ રોડ, વડોદરા. (142, 1429, 474, 1443)
cell: ૩૩૬/૧/૨, ૩૪૨ (201, 1564, 317, 1580)
paragraph: અ.ન.૨ મા દર્શાવેલ બીનખેતની જમીન માટે ગુજરાત સરકારશ્રીના મહેસુલ વિભાગના હુકમથી બીનખેતીની પરવાનગી મળેલ છે. તેમજ સદરહુ જમીનો ઉપર કોઈપણ જાતનો બોજો, લીયન, ગીરો, ભાગ, હીસ્સો, હક્ક હીત કે કોઈપણ જાતનો દાવો હોય તો તેઓએ આ નોટીસ પ્રસિધ્ધ થયેથી દિન-૭ માં અમોને લેખીત પુરાવા સહીત જાણ કરવી. અન્યથા કોઈનો કોઈપણ જાતનો વાંધો નથી તેમ માની આગળની કાર્યવાહી કરવામાં આવશે. (34, 1635, 582, 1692)
cell: ૨૦૫ (513, 1580, 581, 1596)
article-sir (992, 752, 1361, 984)
paragraph: ભારતીય યુવકોને તાજેતરમાં ઈરાનના કેટલાક શહેરોમાં પણ લઈ જવાયા હોવાનું સામે આવ્યું છે. માનવ તસ્કરીના આ રેકેટમાં અનેક લોકો સંડોવાયેલા છે. (456, 463, 591, 538)
auction-legal-text (993, 1103, 1591, 1235)
cell: 203.20 (286, 1243, 499, 1262)
advocate-role: (એડવોકેટ) (756, 1521, 826, 1539)
col-header: લોટ નં. (994, 1268, 1066, 1290)
paragraph: જેથી આ નોટીસ આપી જણાવવાનું કે; સદર પ્લોટ ઉપર કોઈનોપણ કોઈપણ જાતનો લાભ, ભાગ, હક્ક, હીત, સબંધ, ચાર્જ, લીયન કે અલાખો વિગેરે જે કાંઈ હોય તો તેઓએ આ નોટીસ પ્રસિધ્ધ થયેથી દિન- ૦૭ માં અમોને નીચેના સરનામે લેખીતમાં લેખીત પુરાવાસહ જાણ કરવી. જો સદર મુદતમાં કોઈનો કોઈપણ જાતનો વાંધો નહીં આવે તો અગર જે કોઈ વાંધો છે તો તે જતો કરેલ છે તેમ માની ટાઈટલ ક્લીયરન્સ સર્ટીફીકેટ આપવામાં આવશે. ત્યારબાદ કોઈની પણ કોઈપણ તકરાર ચાલશે નહી તેની ખાસ નોંધ લેશાં. તા.૧૩-૧૧-૨૦૨૫, વડોદરા. (34, 1302, 582, 1373)
advocate-address-left: રત્નાકળા,પારાગત સાસાચંદ્ર કમ્પ્લેક્ષ, દીવાળીપુરા રોડ,વડોદરા-૧૫. મો. ૯૯૭૯૮ ૭૯૦૫૧ (40, 1760, 383, 1788)
col-header: અર્નેસ્ટ મની ડીપોઝીટ (રૂ.) માં (1394, 1268, 1459, 1290)
table-row (994, 1290, 1590, 1343)
masthead (0, 0, 1618, 87)
paragraph: અનેકવખતમાં સોર્સનો ઉપયોગ કરવામાં આવ્યો હતો. નેટવર્કના સભ્યો એકબીજા સાથે સીધો સંપર્ક રાખતા ન હતા. (616, 781, 785, 841)
paragraph: આ ઉપરાંત, ડૉ.અહેમદ સૈયદ સહિતના આતંકીઓએ વિદેશમાં બેઠેલા હેન્ડલરના સંપર્કમાં રહીને કામગીરી કરી હતી. (797, 797, 966, 856)
notice-intro: આથી અમો એડવોકેટ એન્ડ નોટરી, કલ્પેશ એન.સોની નાઓ અમારા અસીલ વતી આથી તમામ લાગતા વળગતાના તે આ જાહેર નોટીસ આપી જણાવીએ છીએ કે, રજીસ્ટ્રેશન ડીસ્ટ્રીકટ સબ ડીસ્ટ્રીકટ વડોદરાના તા. વડોદરાનો મોજે ગામ ધનીયાવીના સીમમાં નીચેના પરીશીષ્ટમાં દર્શાવેલી જમીન. (34, 1499, 582, 1541)
paragraph: આ ઉપરાંત, વિદેશથી આવતા ઓટીપી મેળવવા માટે થર્ડ પાર્ટી મેસેજ સિસ્ટમ સક્રિય કરવામાં આવી હતી. જેના કારણે વિદેશી સાયબર ગુનેગારો પણ આ એકાઉન્ટનો ઉપયોગ કરી શકતા હતા. (992, 337, 1389, 447)
dateline: અમદાવાદ,બુધવાર (881, 176, 966, 191)
divider (616, 864, 966, 866)
article-ricin (992, 463, 1593, 739)
paragraph: રજીસ્ટ્રેશન ડીસ્ટ્રીકટ સબ ડીસ્ટ્રીકટ વડોદરા, તાલુકા-જીલ્લા વડોદરા મોજે ગામ છાણી ખાતે આવેલ બ્લોક/સર્વે નં.૧૨૨/૧ પૈકી જેનો ટી.પી.સ્કીમ નં.૩૩ ના ફાઈનલ પ્લોટ નં.૧૫૯ પૈકીમાં રત્નપ્રભા-સ્ટેટ બેંક કો.ઓ.હા.સો.લી. ના પ્લોટનું ક્ષેત્રફળ ૧૬૦ ચો.મી. ની જે જેમાં આવેલ મકાન. (625, 1290, 958, 1340)
cyan-dot (826, 2254, 846, 2280)
paragraph: સિક્યોરીટી ઈન્ટરેસ્ટ (એન્ફોર્સમેન્ટ) નિયમો, ૨૦૦૨ ના નિયમ ૮(૬) ની જોગવાઈ સાથે વંચાતા સિક્યોરીટાઈઝેશન એન્ડ રિકન્સ્ટ્રક્શન ઓફ ફાઈનાન્સિયલ એસેટ્સ એન્ડ એન્ફોર્સમેન્ટ ઓફ સિક્યોરીટી ઈન્ટરેસ્ટ એક્ટ, ૨૦૦૨ હેઠળ સ્થાવર મિલકતોના વેચાણ માટે ઈ-હરાજી વેચાણ નોટીસ. (999, 1109, 1585, 1131)
bank-email-line: ઈમેલ : sbi.04199@sbi.co.in, team6samb.ahm@sbi.co.in, અધિકૃત અધિકારીનું નામ : કમલેશ કુમાર ભૈરવા, મો. ૯૫૪૭૬૫૪૨૪૮ (1090, 1047, 1520, 1057)
advocate-role-1: એડવોકેટ (142, 1409, 201, 1426)
cell: 27 (117, 1243, 286, 1262)
notice-place-date: તા.૧૨-૧૧-૨૦૨૫, વડોદરા. (625, 1474, 715, 1485)
advocate-name: યોગેશ આઈ. રાણા (630, 1770, 744, 1788)
public-notice-center-2 (616, 1576, 966, 1816)
paragraph: સાયબર ક્રાઈમ અંગેની તપાસ દરમિયાન મ્યુલ એકાઉન્ટ દ્વારા ૨૪૭ કરોડ રૂપિયાની હેરફેર કરવામાં આવી હોવાનું સામે આવ્યું છે. સ્ટેટ સાયબર ક્રાઈમ દ્વારા પાટણમાં રહેતા બે ભાઈઓની ધરપકડ કરવામાં આવી છે. (992, 208, 1389, 273)
edition-label: (વડોદરા આવૃત્તિ) (1467, 43, 1569, 60)
paragraph: ગુજરાત સરકારના પાણી પુરવઠા વિભાગના આંકડા મુજબ રાજ્યના ૧૦,૨૮૮ ગામો અને ૯૫૭૨ ફળિયાઓમાં હજુ પણ પીવાલાયક શુદ્ધ પાણી પહોંચ્યું નથી. (616, 1026, 966, 1054)
paragraph: સીબીઆઈ દ્વારા બંને એજન્ટોને કોર્ટમાં રજૂ કરી રિમાન્ડની માગણી કરવામાં આવી છે. વધુ તપાસમાં અન્ય એજન્ટોના નામ ખુલવાની શક્યતા છે. (409, 255, 591, 314)
paragraph: જળ વ્યવસ્થાપન અને જળ વિતરણના નામે સરકાર વાહવાહી લૂંટી રહી છે. એવોર્ડ મેળવી રહી છે પણ વાસ્તવિકતા એ છે કે, ગુજરાતમાં આજે પણ ૧૦ હજારથી વધુ ગામોમાં પીવાલાયક પાણી નથી. (616, 975, 966, 1019)
magenta-dot (1580, 2254, 1600, 2280)
possession-type: પ્રત્યક્ષ (1281, 1290, 1328, 1343)
cmyk-registration-marks (0, 2252, 1618, 2287)
dateline: અમદાવાદ,બુધવાર (881, 954, 966, 968)
sub-headline: ઈસ્લામિક સ્ટેટ ઓફ ખોરાસન પ્રોવિન્સના આતંકી અબુ ખડીજાની સુચના મુજબ ડૉ. અહેમદ સૈયદ ભારતમાં કેમીકલ એટેક કરવાની ફિરાકમાં હતો (1365, 569, 1579, 635)
paragraph: ગુજરાત પોલીસની સોશિયલ મીડીયા મોનીટરીંગ સેલ દ્વારા આતંકીઓના સોશિયલ મીડીયા એકાઉન્ટની તપાસ શરૂ કરી દેવામાં આવી છે. (616, 664, 966, 692)
